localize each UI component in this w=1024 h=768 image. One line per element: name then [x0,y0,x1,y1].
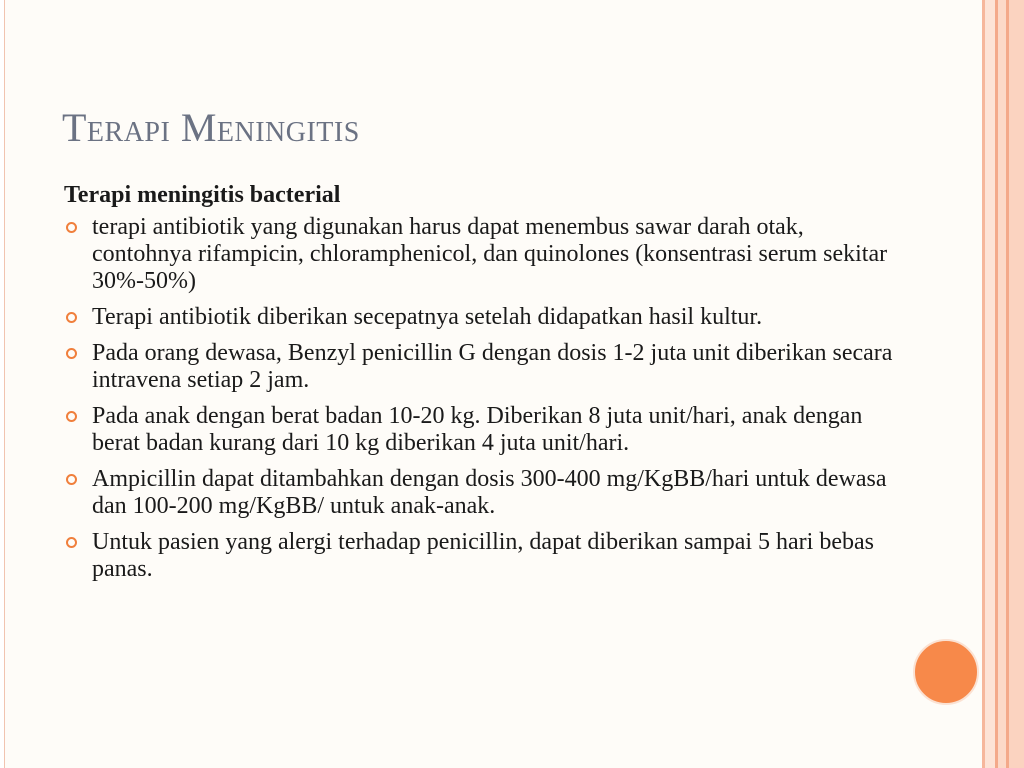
bullet-text: Pada anak dengan berat badan 10-20 kg. Diberikan 8 juta unit/hari, anak dengan berat badan kurang dari 10 kg diberikan 4 juta unit/hari. [92,403,863,456]
list-item [64,304,894,331]
bullet-text: Terapi antibiotik diberikan secepatnya setelah didapatkan hasil kultur. [92,304,763,330]
bullet-text: Untuk pasien yang alergi terhadap penicillin, dapat diberikan sampai 5 hari bebas panas. [92,529,874,582]
slide-title: Terapi Meningitis [62,105,360,150]
circle-bullet-icon [66,474,77,485]
decorative-stripes [982,0,1024,768]
stripe [985,0,995,768]
decorative-circle [913,639,979,705]
bullet-list [64,214,894,583]
circle-bullet-icon [66,348,77,359]
circle-bullet-icon [66,537,77,548]
list-item [64,403,894,457]
list-item [64,466,894,520]
bullet-text: terapi antibiotik yang digunakan harus dapat menembus sawar darah otak, contohnya rifampicin, chloramphenicol, dan quinolones (konsentrasi serum sekitar 30%-50%) [92,214,888,294]
circle-bullet-icon [66,222,77,233]
slide-content [64,180,894,592]
subheading: Terapi meningitis bacterial [64,182,341,208]
stripe [998,0,1006,768]
list-item [64,529,894,583]
circle-bullet-icon [66,312,77,323]
bullet-text: Pada orang dewasa, Benzyl penicillin G dengan dosis 1-2 juta unit diberikan secara intravena setiap 2 jam. [92,340,893,393]
list-item [64,214,894,295]
bullet-text: Ampicillin dapat ditambahkan dengan dosis 300-400 mg/KgBB/hari untuk dewasa dan 100-200 mg/KgBB/ untuk anak-anak. [92,466,887,519]
list-item [64,340,894,394]
stripe [1009,0,1024,768]
circle-bullet-icon [66,411,77,422]
